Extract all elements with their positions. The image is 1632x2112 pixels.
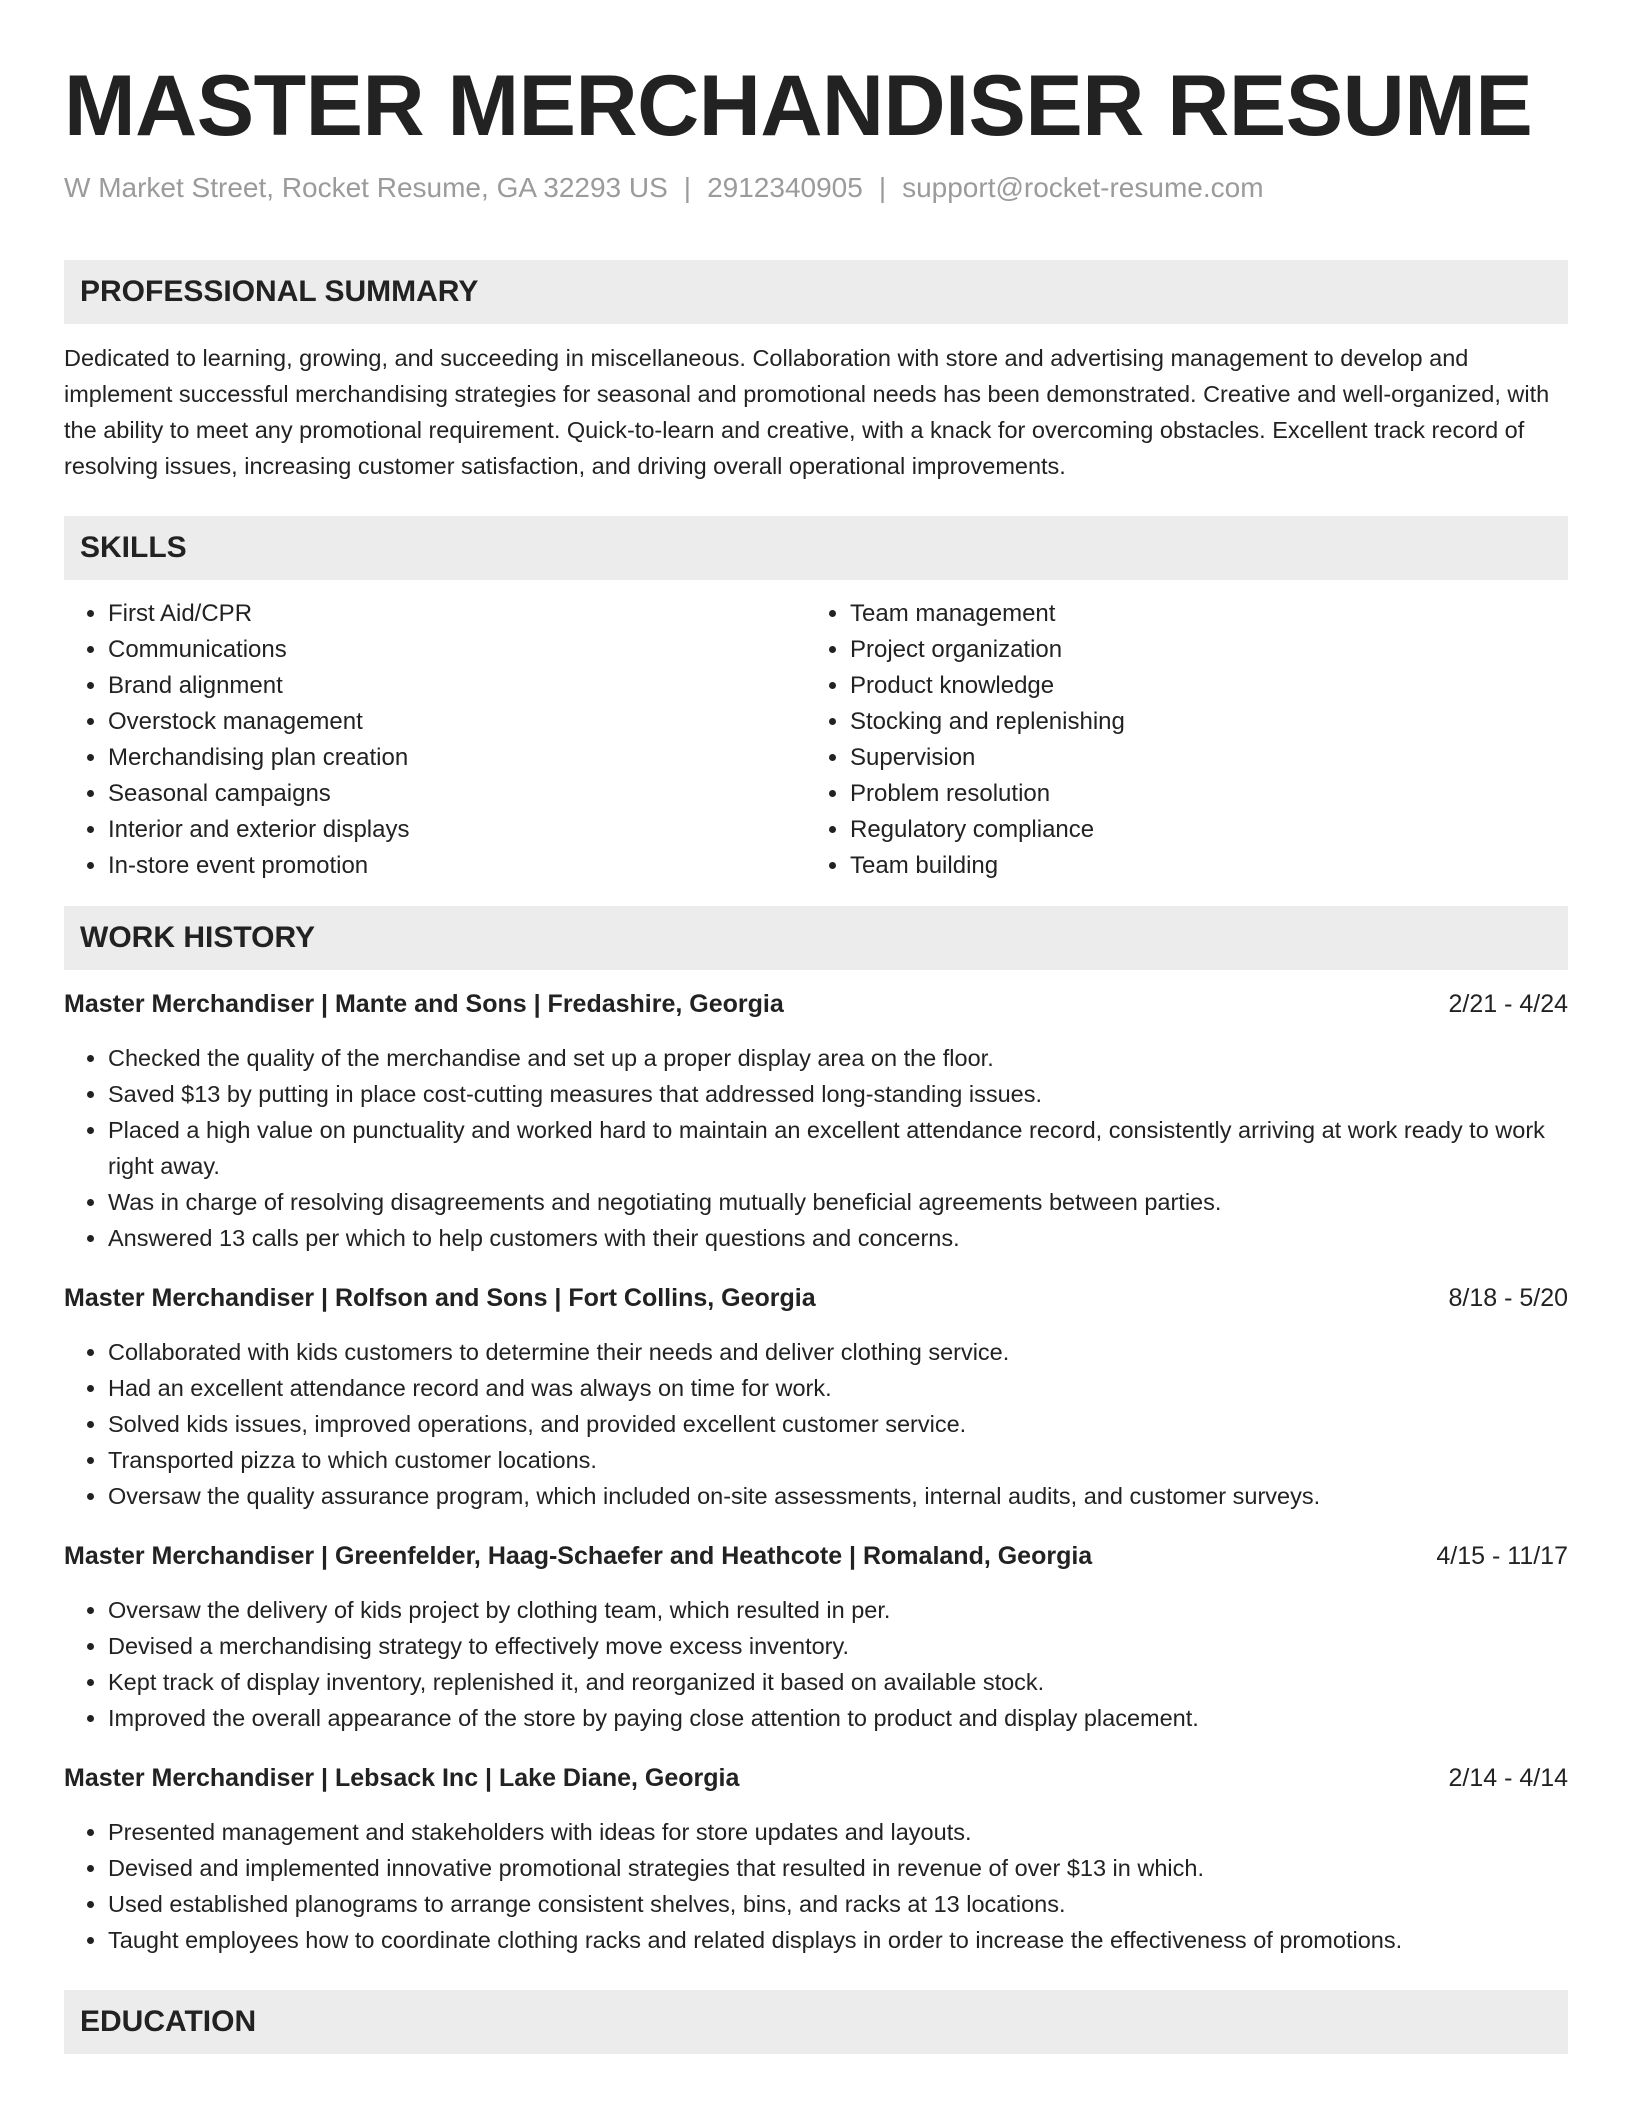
job-dates: 2/14 - 4/14 — [1448, 1764, 1568, 1792]
job-bullet: • Devised and implemented innovative promotional strategies that resulted in revenue of over $13 in which. — [108, 1850, 1568, 1886]
job-bullet: • Was in charge of resolving disagreements and negotiating mutually beneficial agreements between parties. — [108, 1184, 1568, 1220]
job-bullet: • Checked the quality of the merchandise and set up a proper display area on the floor. — [108, 1040, 1568, 1076]
job-dates: 4/15 - 11/17 — [1436, 1542, 1568, 1570]
skill-item: • Seasonal campaigns — [108, 776, 806, 812]
skill-item: • In-store event promotion — [108, 848, 806, 884]
job-dates: 2/21 - 4/24 — [1448, 990, 1568, 1018]
job-header — [64, 1538, 1568, 1574]
job-bullets — [64, 1814, 1568, 1958]
job-bullet: • Collaborated with kids customers to determine their needs and deliver clothing service. — [108, 1334, 1568, 1370]
skill-item: • Brand alignment — [108, 668, 806, 704]
job-bullet: • Taught employees how to coordinate clothing racks and related displays in order to increase the effectiveness of promotions. — [108, 1922, 1568, 1958]
contact-separator: | — [878, 172, 887, 203]
section-header-professional-summary: PROFESSIONAL SUMMARY — [64, 260, 1568, 324]
skill-item: • Interior and exterior displays — [108, 812, 806, 848]
job-bullet: • Devised a merchandising strategy to effectively move excess inventory. — [108, 1628, 1568, 1664]
job-title: Master Merchandiser | Greenfelder, Haag-Schaefer and Heathcote | Romaland, Georgia — [64, 1542, 1093, 1570]
skill-item: • Overstock management — [108, 704, 806, 740]
section-header-skills: SKILLS — [64, 516, 1568, 580]
contact-separator: | — [683, 172, 692, 203]
job-bullet: • Placed a high value on punctuality and worked hard to maintain an excellent attendance record, consistently arriving at work ready to work right away. — [108, 1112, 1568, 1184]
job-title: Master Merchandiser | Lebsack Inc | Lake Diane, Georgia — [64, 1764, 740, 1792]
skill-item: • Stocking and replenishing — [850, 704, 1548, 740]
job-bullet: • Oversaw the delivery of kids project by clothing team, which resulted in per. — [108, 1592, 1568, 1628]
summary-paragraph: Dedicated to learning, growing, and succeeding in miscellaneous. Collaboration with store and advertising management to develop and implement successful merchandising strategies for seasonal and promotional needs has been demonstrated. Creative and well-organized, with the ability to meet any promotional requirement. Quick-to-learn and creative, with a knack for overcoming obstacles. Excellent track record of resolving issues, increasing customer satisfaction, and driving overall operational improvements. — [64, 345, 1550, 479]
job-entry — [64, 1760, 1568, 1958]
job-bullet: • Answered 13 calls per which to help customers with their questions and concerns. — [108, 1220, 1568, 1256]
job-dates: 8/18 - 5/20 — [1448, 1284, 1568, 1312]
job-bullets — [64, 1334, 1568, 1514]
skill-item: • Problem resolution — [850, 776, 1548, 812]
job-title: Master Merchandiser | Rolfson and Sons | Fort Collins, Georgia — [64, 1284, 816, 1312]
section-header-education: EDUCATION — [64, 1990, 1568, 2054]
job-title: Master Merchandiser | Mante and Sons | Fredashire, Georgia — [64, 990, 784, 1018]
skill-item: • Merchandising plan creation — [108, 740, 806, 776]
job-entry — [64, 1538, 1568, 1736]
skills-column-left — [64, 596, 806, 884]
skill-item: • Supervision — [850, 740, 1548, 776]
section-header-work-history: WORK HISTORY — [64, 906, 1568, 970]
skills-list — [64, 596, 1568, 884]
contact-line — [64, 168, 1568, 208]
job-bullet: • Oversaw the quality assurance program, which included on-site assessments, internal audits, and customer surveys. — [108, 1478, 1568, 1514]
job-entry — [64, 986, 1568, 1256]
skills-column-right — [806, 596, 1548, 884]
skill-item: • First Aid/CPR — [108, 596, 806, 632]
job-header — [64, 1760, 1568, 1796]
skill-item: • Team building — [850, 848, 1548, 884]
job-bullet: • Presented management and stakeholders with ideas for store updates and layouts. — [108, 1814, 1568, 1850]
job-header — [64, 986, 1568, 1022]
job-entry — [64, 1280, 1568, 1514]
resume-content — [64, 0, 1568, 2054]
job-header — [64, 1280, 1568, 1316]
contact-email: support@rocket-resume.com — [902, 172, 1264, 203]
skill-item: • Communications — [108, 632, 806, 668]
job-bullet: • Had an excellent attendance record and was always on time for work. — [108, 1370, 1568, 1406]
skill-item: • Regulatory compliance — [850, 812, 1548, 848]
page-title: MASTER MERCHANDISER RESUME — [64, 58, 1533, 154]
contact-address: W Market Street, Rocket Resume, GA 32293 US — [64, 172, 668, 203]
job-bullet: • Saved $13 by putting in place cost-cutting measures that addressed long-standing issues. — [108, 1076, 1568, 1112]
skill-item: • Product knowledge — [850, 668, 1548, 704]
contact-phone: 2912340905 — [707, 172, 863, 203]
job-bullets — [64, 1040, 1568, 1256]
job-bullet: • Solved kids issues, improved operations, and provided excellent customer service. — [108, 1406, 1568, 1442]
skill-item: • Project organization — [850, 632, 1548, 668]
job-bullet: • Transported pizza to which customer locations. — [108, 1442, 1568, 1478]
job-bullets — [64, 1592, 1568, 1736]
job-bullet: • Kept track of display inventory, replenished it, and reorganized it based on available stock. — [108, 1664, 1568, 1700]
skill-item: • Team management — [850, 596, 1548, 632]
job-bullet: • Used established planograms to arrange consistent shelves, bins, and racks at 13 locations. — [108, 1886, 1568, 1922]
job-bullet: • Improved the overall appearance of the store by paying close attention to product and display placement. — [108, 1700, 1568, 1736]
